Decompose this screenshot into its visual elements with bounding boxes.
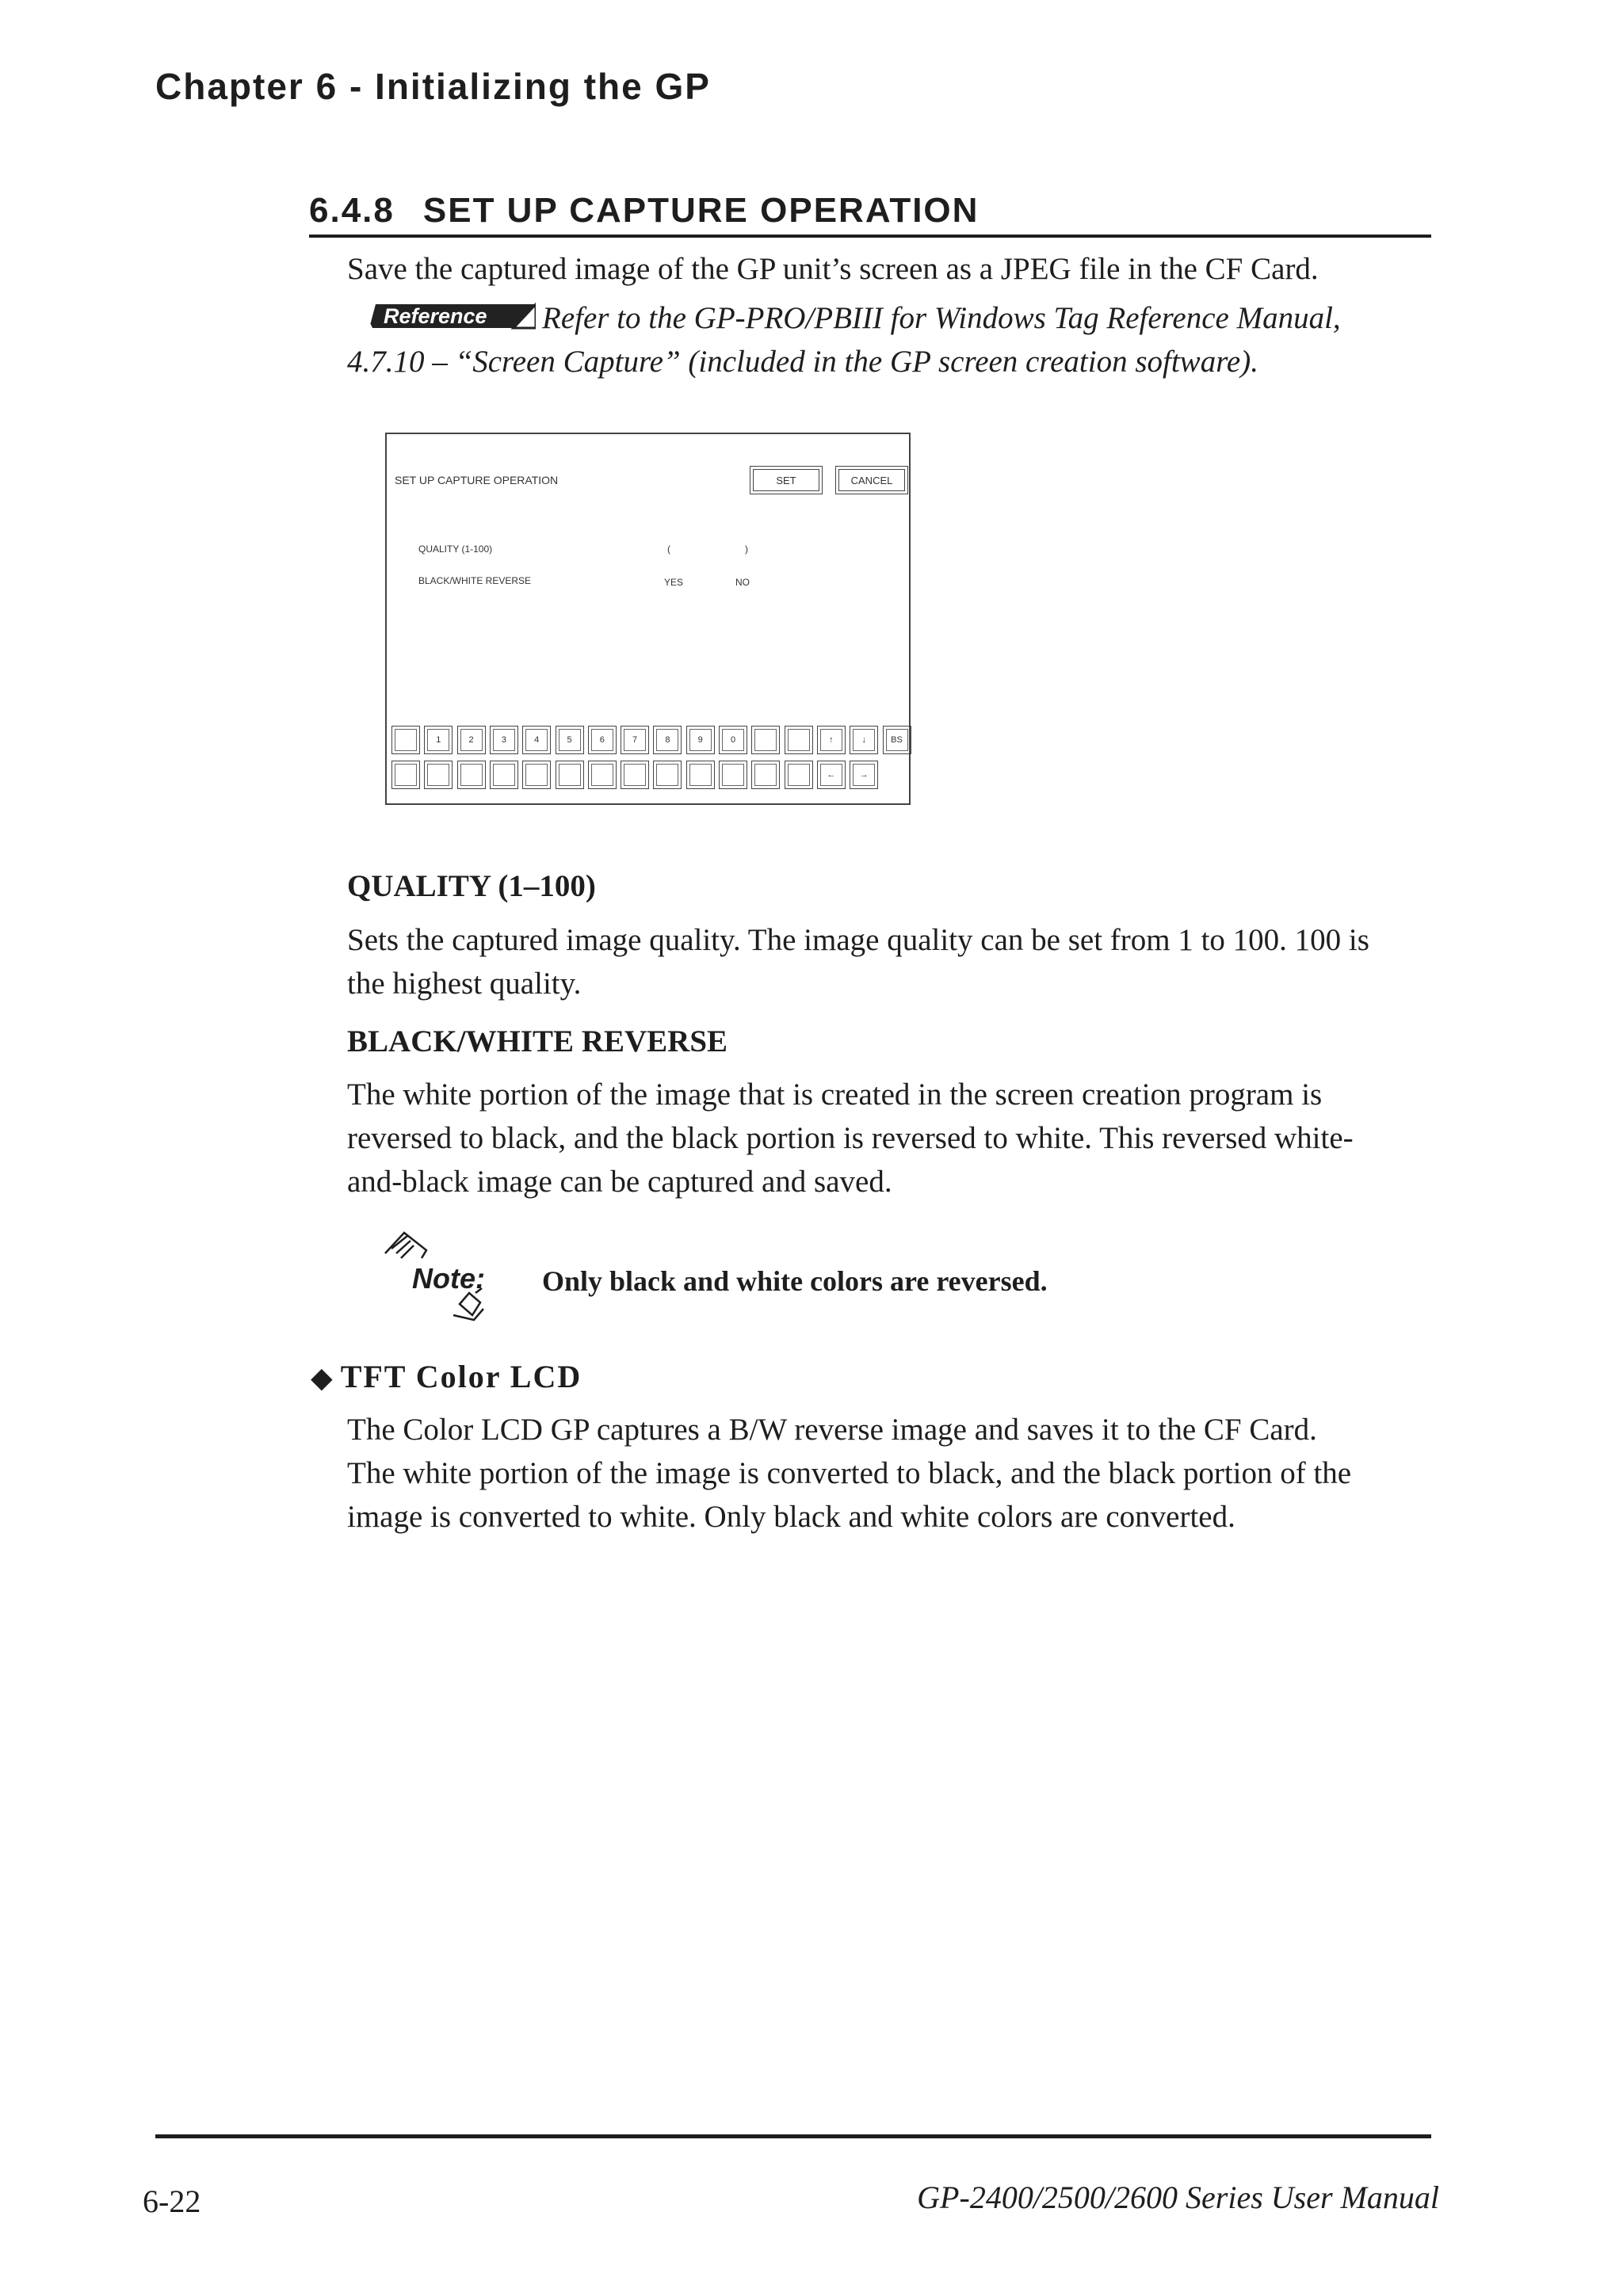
reference-icon [357, 303, 536, 330]
note-text: Only black and white colors are reversed. [542, 1265, 1048, 1297]
keypad-key[interactable]: 3 [490, 726, 518, 754]
keypad-key[interactable] [588, 761, 617, 789]
keypad-key[interactable]: BS [883, 726, 911, 754]
keypad-key[interactable] [457, 761, 486, 789]
keypad-key[interactable] [686, 761, 715, 789]
manual-title: GP-2400/2500/2600 Series User Manual [917, 2180, 1439, 2215]
keypad-key[interactable] [391, 761, 420, 789]
reference-badge-label: Reference [384, 304, 487, 328]
keypad-key[interactable]: ↑ [817, 726, 846, 754]
quality-open-paren: ( [667, 543, 670, 555]
section-title [309, 190, 1431, 238]
section-heading: SET UP CAPTURE OPERATION [422, 191, 980, 230]
tft-heading-label: TFT Color LCD [340, 1359, 582, 1394]
keypad-key[interactable]: 1 [424, 726, 453, 754]
bw-reverse-label: BLACK/WHITE REVERSE [418, 575, 532, 586]
quality-heading: QUALITY (1–100) [347, 869, 596, 903]
section-number: 6.4.8 [309, 191, 395, 230]
keypad-key[interactable]: ↓ [850, 726, 878, 754]
keypad-key[interactable] [719, 761, 747, 789]
page-number: 6-22 [143, 2183, 201, 2219]
keypad-key[interactable]: 5 [556, 726, 584, 754]
keypad-key[interactable]: 4 [522, 726, 551, 754]
set-button[interactable]: SET [750, 466, 823, 494]
numeric-keypad [387, 726, 909, 805]
reference-line-1: Refer to the GP-PRO/PBIII for Windows Tag Reference Manual, [542, 301, 1341, 335]
reference-block [347, 296, 1434, 383]
bw-yes-option[interactable]: YES [664, 577, 684, 588]
keypad-key[interactable] [490, 761, 518, 789]
bw-no-option[interactable]: NO [735, 577, 750, 588]
keypad-key[interactable] [785, 761, 813, 789]
tft-line-3: image is converted to white. Only black and white colors are converted. [347, 1500, 1235, 1534]
bw-reverse-line-1: The white portion of the image that is created in the screen creation program is [347, 1077, 1323, 1112]
keypad-key[interactable]: 9 [686, 726, 715, 754]
keypad-key[interactable] [522, 761, 551, 789]
keypad-key[interactable]: → [850, 761, 878, 789]
note-icon [380, 1226, 507, 1329]
quality-line-2: the highest quality. [347, 967, 582, 1001]
keypad-key[interactable]: 6 [588, 726, 617, 754]
quality-label: QUALITY (1-100) [418, 543, 493, 555]
quality-line-1: Sets the captured image quality. The image quality can be set from 1 to 100. 100 is [347, 923, 1369, 957]
quality-close-paren: ) [745, 543, 748, 555]
footer-divider [155, 2134, 1431, 2138]
bw-reverse-line-2: reversed to black, and the black portion is reversed to white. This reversed white- [347, 1121, 1354, 1155]
diamond-bullet-icon: ◆ [311, 1362, 334, 1394]
keypad-key[interactable]: 7 [621, 726, 649, 754]
capture-setup-screen [385, 433, 911, 805]
note-badge-label: Note: [412, 1262, 485, 1295]
keypad-key[interactable] [556, 761, 584, 789]
quality-input[interactable] [667, 543, 745, 556]
reference-line-2: 4.7.10 – “Screen Capture” (included in the GP screen creation software). [347, 345, 1258, 379]
keypad-key[interactable] [653, 761, 682, 789]
cancel-button[interactable]: CANCEL [835, 466, 908, 494]
bw-reverse-paragraph [347, 1073, 1434, 1203]
keypad-key[interactable]: ← [817, 761, 846, 789]
keypad-key[interactable]: 2 [457, 726, 486, 754]
quality-paragraph [347, 918, 1434, 1005]
intro-paragraph: Save the captured image of the GP unit’s screen as a JPEG file in the CF Card. [347, 252, 1319, 286]
note-block [380, 1226, 1331, 1337]
keypad-key[interactable] [751, 761, 780, 789]
keypad-key[interactable] [751, 726, 780, 754]
bw-reverse-line-3: and-black image can be captured and saved. [347, 1165, 892, 1199]
keypad-key[interactable] [621, 761, 649, 789]
keypad-key[interactable]: 8 [653, 726, 682, 754]
screen-title: SET UP CAPTURE OPERATION [395, 474, 559, 486]
tft-line-2: The white portion of the image is converted to black, and the black portion of the [347, 1456, 1352, 1490]
keypad-key[interactable] [785, 726, 813, 754]
tft-line-1: The Color LCD GP captures a B/W reverse image and saves it to the CF Card. [347, 1413, 1317, 1447]
keypad-key[interactable]: 0 [719, 726, 747, 754]
chapter-header: Chapter 6 - Initializing the GP [155, 66, 711, 107]
tft-paragraph [347, 1408, 1434, 1539]
keypad-key[interactable] [391, 726, 420, 754]
bw-reverse-heading: BLACK/WHITE REVERSE [347, 1024, 728, 1058]
keypad-key[interactable] [424, 761, 453, 789]
tft-heading [311, 1358, 582, 1395]
